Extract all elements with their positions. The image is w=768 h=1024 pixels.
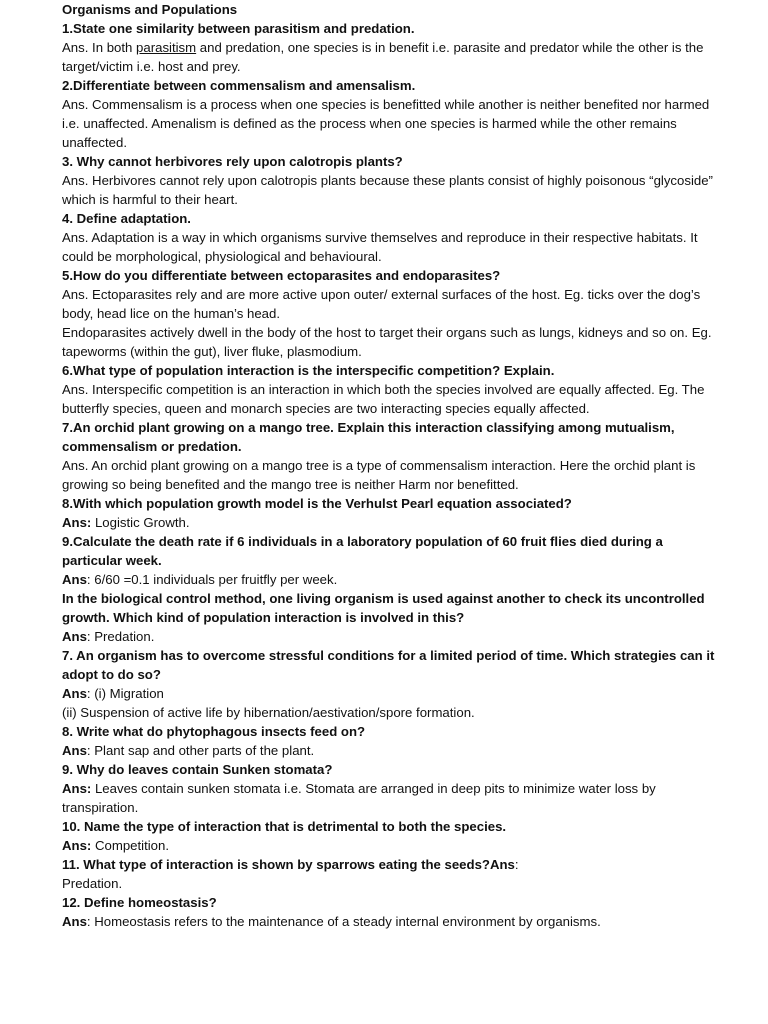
answer-12-text: : Plant sap and other parts of the plant. <box>86 743 315 758</box>
question-12: 8. Write what do phytophagous insects feed on? <box>62 724 366 739</box>
answer-9-text: : 6/60 =0.1 individuals per fruitfly per week. <box>86 572 338 587</box>
answer-5-part-2: Endoparasites actively dwell in the body of the host to target their organs such as lungs, kidneys and so on. Eg. tapeworms (within the gut), liver fluke, plasmodium. <box>62 325 712 359</box>
answer-8-label: Ans: <box>62 515 92 530</box>
question-6: 6.What type of population interaction is the interspecific competition? Explain. <box>62 363 555 378</box>
question-1: 1.State one similarity between parasitism and predation. <box>62 21 415 36</box>
question-14: 10. Name the type of interaction that is detrimental to both the species. <box>62 819 507 834</box>
document-title: Organisms and Populations <box>62 2 238 17</box>
question-2: 2.Differentiate between commensalism and amensalism. <box>62 78 416 93</box>
question-13: 9. Why do leaves contain Sunken stomata? <box>62 762 333 777</box>
question-15-tail: : <box>514 857 519 872</box>
answer-11-part-2: (ii) Suspension of active life by hibernation/aestivation/spore formation. <box>62 705 475 720</box>
answer-16-label: Ans <box>62 914 87 929</box>
question-8: 8.With which population growth model is the Verhulst Pearl equation associated? <box>62 496 572 511</box>
answer-14 <box>62 836 722 855</box>
answer-12 <box>62 741 722 760</box>
answer-6: Ans. Interspecific competition is an interaction in which both the species involved are equally affected. Eg. The butterfly species, queen and monarch species are two interacting species equally affected. <box>62 382 705 416</box>
question-10: In the biological control method, one living organism is used against another to check its uncontrolled growth. Which kind of population interaction is involved in this? <box>62 591 705 625</box>
answer-1-rest: and predation, one species is in benefit i.e. parasite and predator while the other is the target/victim i.e. host and prey. <box>62 40 704 74</box>
question-15 <box>62 855 722 874</box>
answer-11-label: Ans <box>62 686 87 701</box>
answer-1-underlined-word: parasitism <box>136 40 197 55</box>
question-11: 7. An organism has to overcome stressful conditions for a limited period of time. Which strategies can it adopt to do so? <box>62 648 715 682</box>
answer-10 <box>62 627 722 646</box>
question-5: 5.How do you differentiate between ectoparasites and endoparasites? <box>62 268 501 283</box>
answer-14-text: Competition. <box>91 838 170 853</box>
answer-4: Ans. Adaptation is a way in which organisms survive themselves and reproduce in their respective habitats. It could be morphological, physiological and behavioural. <box>62 230 698 264</box>
answer-8 <box>62 513 722 532</box>
answer-12-label: Ans <box>62 743 87 758</box>
answer-14-label: Ans: <box>62 838 92 853</box>
answer-11-text: : (i) Migration <box>86 686 164 701</box>
answer-9-label: Ans <box>62 572 87 587</box>
answer-10-text: : Predation. <box>86 629 155 644</box>
answer-9 <box>62 570 722 589</box>
answer-7: Ans. An orchid plant growing on a mango tree is a type of commensalism interaction. Here the orchid plant is growing so being benefited and the mango tree is neither Harm nor benefitted. <box>62 458 696 492</box>
answer-15: Predation. <box>62 876 123 891</box>
answer-11 <box>62 684 722 703</box>
answer-10-label: Ans <box>62 629 87 644</box>
answer-5-part-1: Ans. Ectoparasites rely and are more active upon outer/ external surfaces of the host. Eg. ticks over the dog’s body, head lice on the human’s head. <box>62 287 701 321</box>
document-page <box>62 0 722 931</box>
answer-1 <box>62 38 722 76</box>
answer-13-text: Leaves contain sunken stomata i.e. Stomata are arranged in deep pits to minimize water loss by transpiration. <box>62 781 656 815</box>
answer-16 <box>62 912 722 931</box>
answer-8-text: Logistic Growth. <box>91 515 190 530</box>
answer-1-prefix: Ans. In both <box>62 40 137 55</box>
question-7: 7.An orchid plant growing on a mango tree. Explain this interaction classifying among mutualism, commensalism or predation. <box>62 420 675 454</box>
answer-13-label: Ans: <box>62 781 92 796</box>
question-16: 12. Define homeostasis? <box>62 895 217 910</box>
answer-13 <box>62 779 722 817</box>
answer-2: Ans. Commensalism is a process when one species is benefitted while another is neither benefited nor harmed i.e. unaffected. Amenalism is defined as the process when one species is harmed while the other remains unaffected. <box>62 97 710 150</box>
question-4: 4. Define adaptation. <box>62 211 191 226</box>
question-3: 3. Why cannot herbivores rely upon calotropis plants? <box>62 154 403 169</box>
question-15-text: 11. What type of interaction is shown by sparrows eating the seeds?Ans <box>62 857 515 872</box>
answer-3: Ans. Herbivores cannot rely upon calotropis plants because these plants consist of highly poisonous “glycoside” which is harmful to their heart. <box>62 173 713 207</box>
question-9: 9.Calculate the death rate if 6 individuals in a laboratory population of 60 fruit flies died during a particular week. <box>62 534 663 568</box>
answer-16-text: : Homeostasis refers to the maintenance of a steady internal environment by organisms. <box>86 914 601 929</box>
